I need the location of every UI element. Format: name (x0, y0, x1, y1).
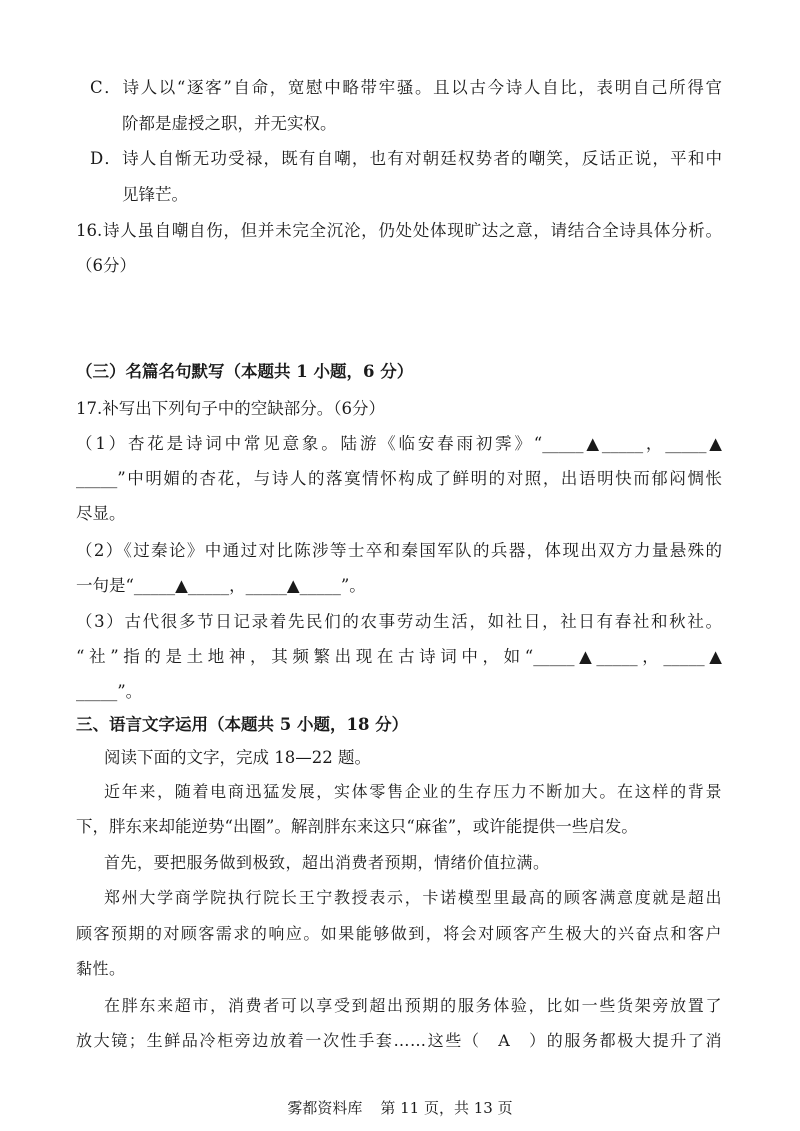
q17-stem: 17.补写出下列句子中的空缺部分。（6分） (76, 399, 385, 418)
q17-part3-line1: （3）古代很多节日记录着先民们的农事劳动生活，如社日，社日有春社和秋社。 (76, 612, 722, 631)
reading-intro: 阅读下面的文字，完成 18—22 题。 (104, 748, 371, 767)
part-3-header: 三、语言文字运用（本题共 5 小题，18 分） (76, 715, 409, 734)
passage-para3-line1: 郑州大学商学院执行院长王宁教授表示，卡诺模型里最高的顾客满意度就是超出 (104, 888, 722, 907)
passage-para3-line3: 黏性。 (76, 959, 126, 978)
q15-option-d-line2: 见锋芒。 (122, 185, 188, 204)
q17-part1-line3: 尽显。 (76, 504, 126, 523)
q17-part3-line2: “社”指的是土地神，其频繁出现在古诗词中，如“_____▲_____，_____▲ (76, 647, 722, 666)
q15-option-c-line1: C．诗人以“逐客”自命，宽慰中略带牢骚。且以古今诗人自比，表明自己所得官 (90, 78, 722, 97)
q15-option-c-line2: 阶都是虚授之职，并无实权。 (122, 114, 337, 133)
passage-para1-line1: 近年来，随着电商迅猛发展，实体零售企业的生存压力不断加大。在这样的背景 (104, 782, 722, 801)
q17-part2-line2: 一句是“_____▲_____，_____▲_____”。 (76, 576, 366, 595)
page-footer (0, 1098, 800, 1118)
footer-source: 雾都资料库 (287, 1099, 363, 1117)
passage-para2: 首先，要把服务做到极致，超出消费者预期，情绪价值拉满。 (104, 853, 550, 872)
footer-page-number: 第 11 页，共 13 页 (380, 1099, 513, 1117)
passage-para1-line2: 下，胖东来却能逆势“出圈”。解剖胖东来这只“麻雀”，或许能提供一些启发。 (76, 817, 638, 836)
q17-part1-line2: _____”中明媚的杏花，与诗人的落寞情怀构成了鲜明的对照，出语明快而郁闷惆怅 (76, 469, 722, 488)
passage-para4-line1: 在胖东来超市，消费者可以享受到超出预期的服务体验，比如一些货架旁放置了 (104, 996, 722, 1015)
q16-line2: （6分） (76, 256, 136, 275)
passage-para3-line2: 顾客预期的对顾客需求的响应。如果能够做到，将会对顾客产生极大的兴奋点和客户 (76, 924, 722, 943)
q15-option-d-line1: D．诗人自惭无功受禄，既有自嘲，也有对朝廷权势者的嘲笑，反话正说，平和中 (90, 149, 722, 168)
q17-part2-line1: （2）《过秦论》中通过对比陈涉等士卒和秦国军队的兵器，体现出双方力量悬殊的 (76, 541, 722, 560)
q16-line1: 16.诗人虽自嘲自伤，但并未完全沉沦，仍处处体现旷达之意，请结合全诗具体分析。 (76, 221, 722, 240)
q17-part1-line1: （1）杏花是诗词中常见意象。陆游《临安春雨初霁》“_____▲_____，_____▲ (76, 434, 722, 453)
passage-para4-line2: 放大镜；生鲜品冷柜旁边放着一次性手套……这些（ A ）的服务都极大提升了消 (76, 1031, 722, 1050)
q17-part3-line3: _____”。 (76, 682, 143, 701)
section-3-header: （三）名篇名句默写（本题共 1 小题，6 分） (76, 362, 414, 381)
